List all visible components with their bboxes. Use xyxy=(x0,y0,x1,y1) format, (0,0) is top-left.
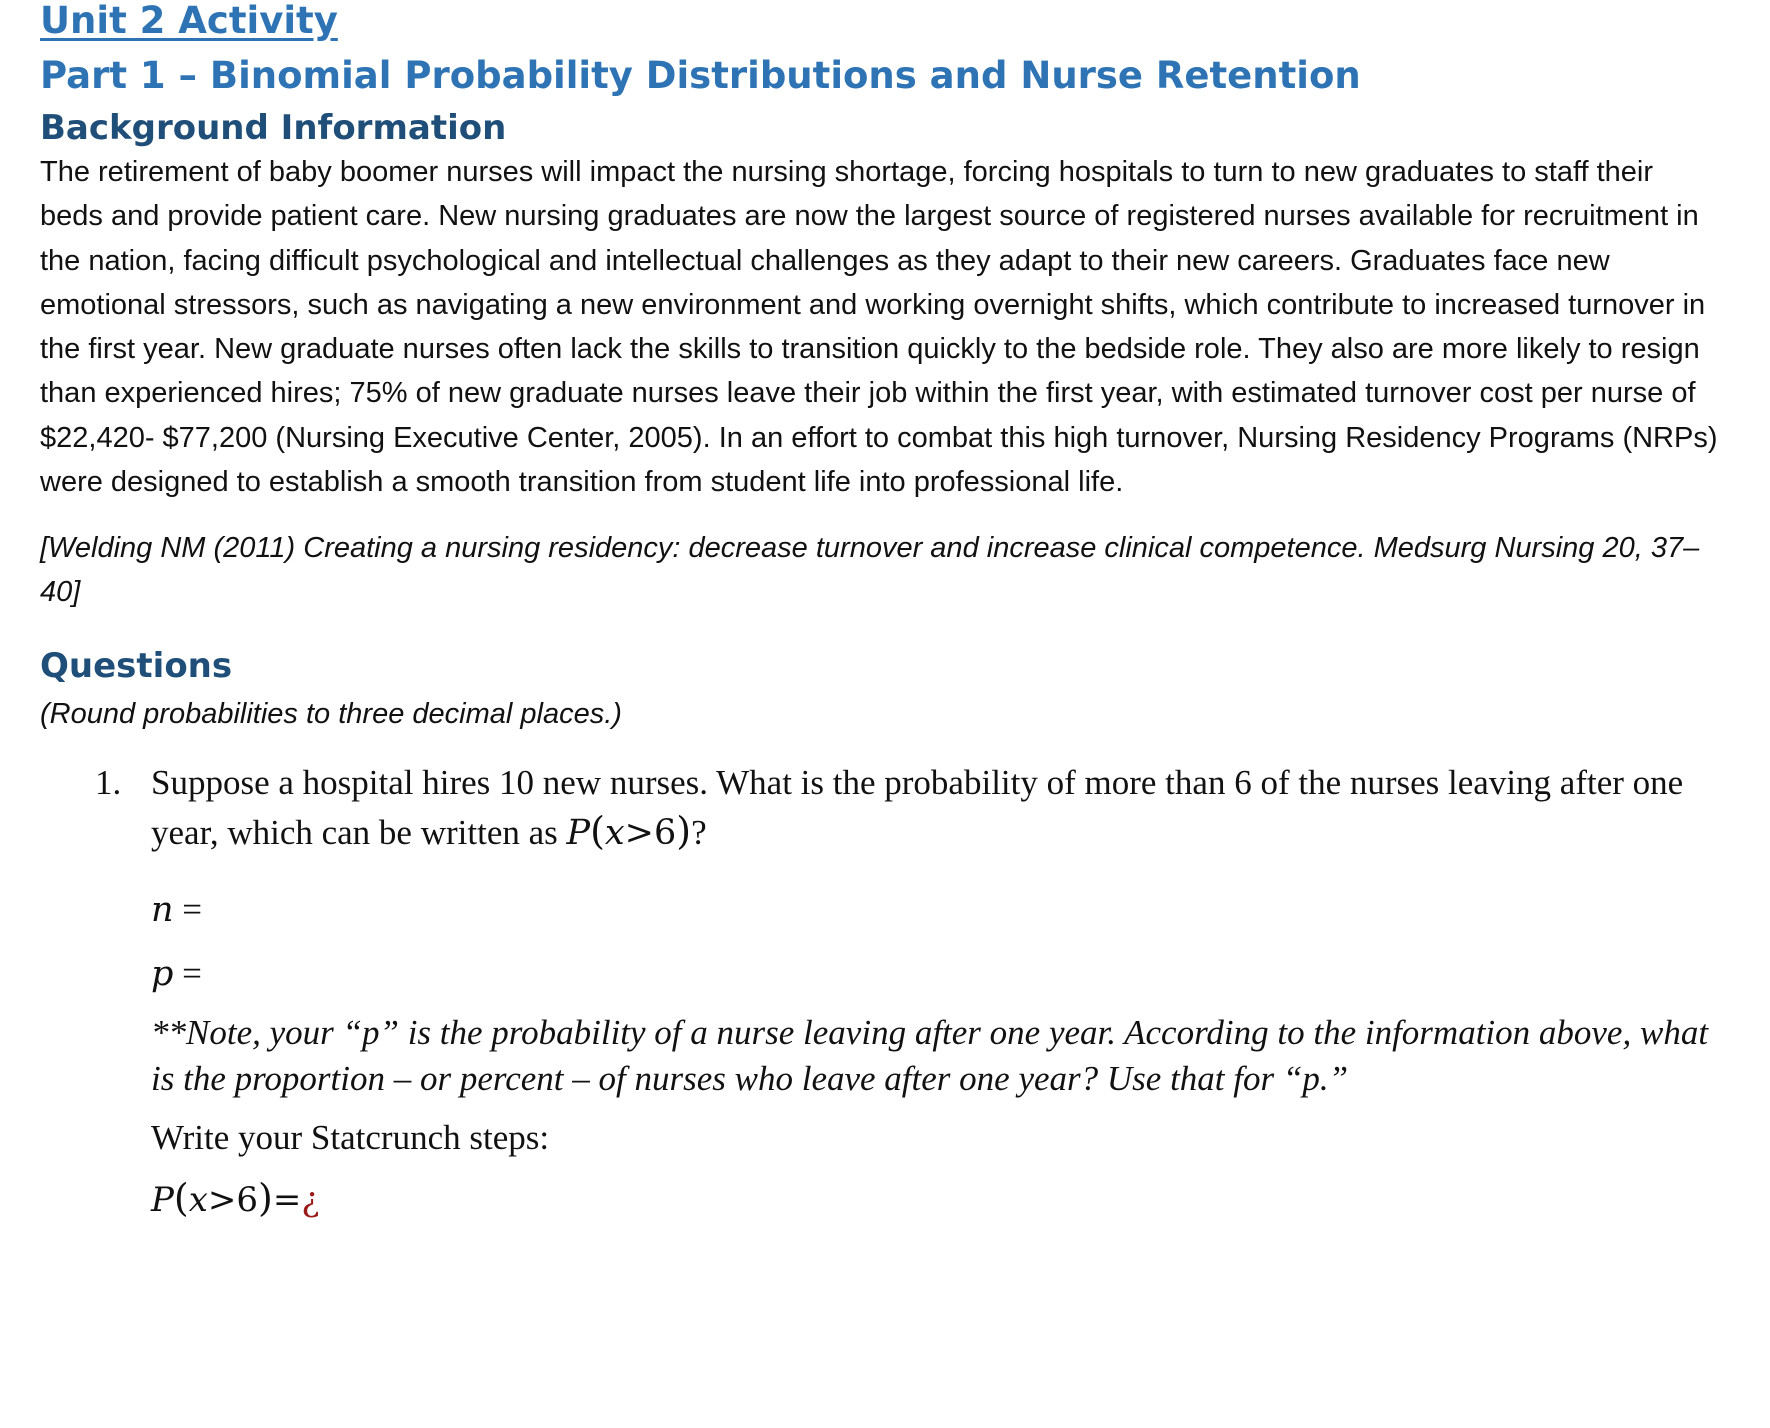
expr-p: P xyxy=(566,813,591,854)
background-heading: Background Information xyxy=(40,108,507,148)
part-title: Part 1 – Binomial Probability Distributions and Nurse Retention xyxy=(40,54,1361,97)
answer-open-paren: ( xyxy=(173,1176,189,1221)
answer-line[interactable] xyxy=(151,1176,1740,1222)
question-mark: ? xyxy=(691,813,707,853)
p-equals: = xyxy=(182,954,202,994)
p-line xyxy=(151,952,1740,996)
rounding-note: (Round probabilities to three decimal places.) xyxy=(40,698,622,731)
n-line xyxy=(151,888,1740,932)
expr-x: x xyxy=(604,813,625,854)
p-note: **Note, your “p” is the probability of a nurse leaving after one year. According to the information above, what is the proportion – or percent – of nurses who leave after one year? Use that for “p.” xyxy=(151,1013,1709,1099)
p-label: p xyxy=(151,954,174,995)
document-title[interactable]: Unit 2 Activity xyxy=(40,0,338,42)
answer-close-paren: ) xyxy=(258,1176,273,1221)
statcrunch-steps-label: Write your Statcrunch steps: xyxy=(151,1118,550,1158)
question-body: Suppose a hospital hires 10 new nurses. What is the probability of more than 6 of the nurses leaving after one year, which can be written as xyxy=(151,763,1684,853)
answer-placeholder: ¿ xyxy=(301,1180,320,1221)
expr-open-paren: ( xyxy=(590,809,605,854)
n-equals: = xyxy=(182,890,203,930)
answer-x: x xyxy=(188,1180,208,1221)
citation: [Welding NM (2011) Creating a nursing residency: decrease turnover and increase clinical competence. Medsurg Nursing 20, 37–40] xyxy=(40,532,1700,609)
background-paragraph: The retirement of baby boomer nurses will impact the nursing shortage, forcing hospitals to turn to new graduates to staff their beds and provide patient care. New nursing graduates are now the largest source of registered nurses available for recruitment in the nation, facing difficult psychological and intellectual challenges as they adapt to their new careers. Graduates face new emotional stressors, such as navigating a new environment and working overnight shifts, which contribute to increased turnover in the first year. New graduate nurses often lack the skills to transition quickly to the bedside role. They also are more likely to resign than experienced hires; 75% of new graduate nurses leave their job within the first year, with estimated turnover cost per nurse of $22,420- $77,200 (Nursing Executive Center, 2005). In an effort to combat this high turnover, Nursing Residency Programs (NRPs) were designed to establish a smooth transition from student life into professional life. xyxy=(40,156,1718,499)
expr-relation: >6 xyxy=(624,813,677,854)
expr-close-paren: ) xyxy=(676,809,692,854)
question-number: 1. xyxy=(95,763,122,803)
document-page xyxy=(40,0,1740,1222)
question-list xyxy=(40,758,1740,1222)
questions-heading: Questions xyxy=(40,646,233,687)
answer-p: P xyxy=(151,1180,174,1221)
question-1 xyxy=(40,758,1740,1222)
answer-relation: >6 xyxy=(207,1180,259,1221)
question-text xyxy=(151,758,1711,858)
answer-equals: = xyxy=(272,1180,302,1221)
n-label: n xyxy=(151,890,174,931)
